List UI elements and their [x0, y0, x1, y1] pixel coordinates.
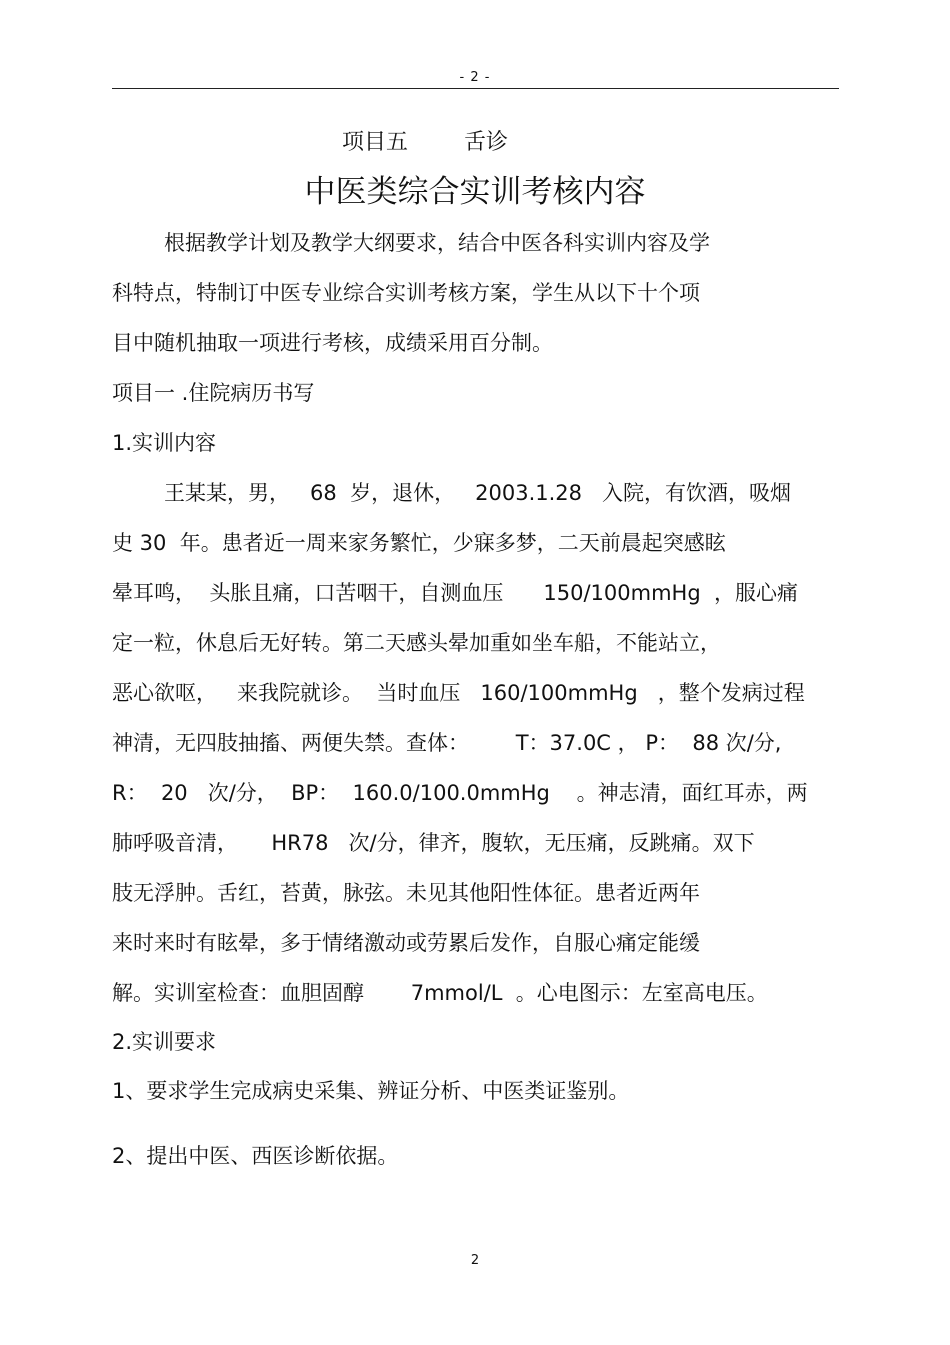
project-heading: 项目一 .住院病历书写 [112, 381, 315, 405]
page-title: 中医类综合实训考核内容 [304, 174, 646, 210]
intro-line: 科特点，特制订中医专业综合实训考核方案，学生从以下十个项 [112, 281, 700, 305]
case-line: 肺呼吸音清， HR78 次/分，律齐，腹软，无压痛，反跳痛。双下 [112, 831, 755, 855]
case-line: 王某某，男， 68 岁，退休， 2003.1.28 入院，有饮酒，吸烟 [164, 481, 792, 505]
case-line: 解。实训室检查：血胆固醇 7mmol/L 。心电图示：左室高电压。 [112, 981, 768, 1005]
section-subtitle: 项目五 舌诊 [342, 130, 508, 155]
case-line: 来时来时有眩晕，多于情绪激动或劳累后发作，自服心痛定能缓 [112, 931, 700, 955]
case-line: 晕耳鸣， 头胀且痛，口苦咽干，自测血压 150/100mmHg ，服心痛 [112, 581, 799, 605]
case-line: 恶心欲呕， 来我院就诊。 当时血压 160/100mmHg ，整个发病过程 [112, 681, 805, 705]
section-heading-content: 1.实训内容 [112, 431, 217, 455]
intro-line: 根据教学计划及教学大纲要求，结合中医各科实训内容及学 [164, 231, 710, 255]
requirement-item: 2、提出中医、西医诊断依据。 [112, 1144, 399, 1168]
intro-line: 目中随机抽取一项进行考核，成绩采用百分制。 [112, 331, 553, 355]
footer-page-number: 2 [470, 1253, 480, 1268]
requirement-item: 1、要求学生完成病史采集、辨证分析、中医类证鉴别。 [112, 1079, 630, 1103]
case-line: 肢无浮肿。舌红，苔黄，脉弦。未见其他阳性体征。患者近两年 [112, 881, 700, 905]
case-line: 定一粒，休息后无好转。第二天感头晕加重如坐车船，不能站立， [112, 631, 721, 655]
case-line: 神清，无四肢抽搐、两便失禁。查体： T：37.0C ， P： 88 次/分, [112, 731, 782, 755]
header-divider [112, 88, 839, 89]
section-heading-requirements: 2.实训要求 [112, 1030, 217, 1054]
header-page-label: - 2 - [459, 70, 491, 85]
case-line: 史 30 年。患者近一周来家务繁忙，少寐多梦，二天前晨起突感眩 [112, 531, 726, 555]
case-line: R： 20 次/分， BP： 160.0/100.0mmHg 。神志清，面红耳赤，两 [112, 781, 808, 805]
